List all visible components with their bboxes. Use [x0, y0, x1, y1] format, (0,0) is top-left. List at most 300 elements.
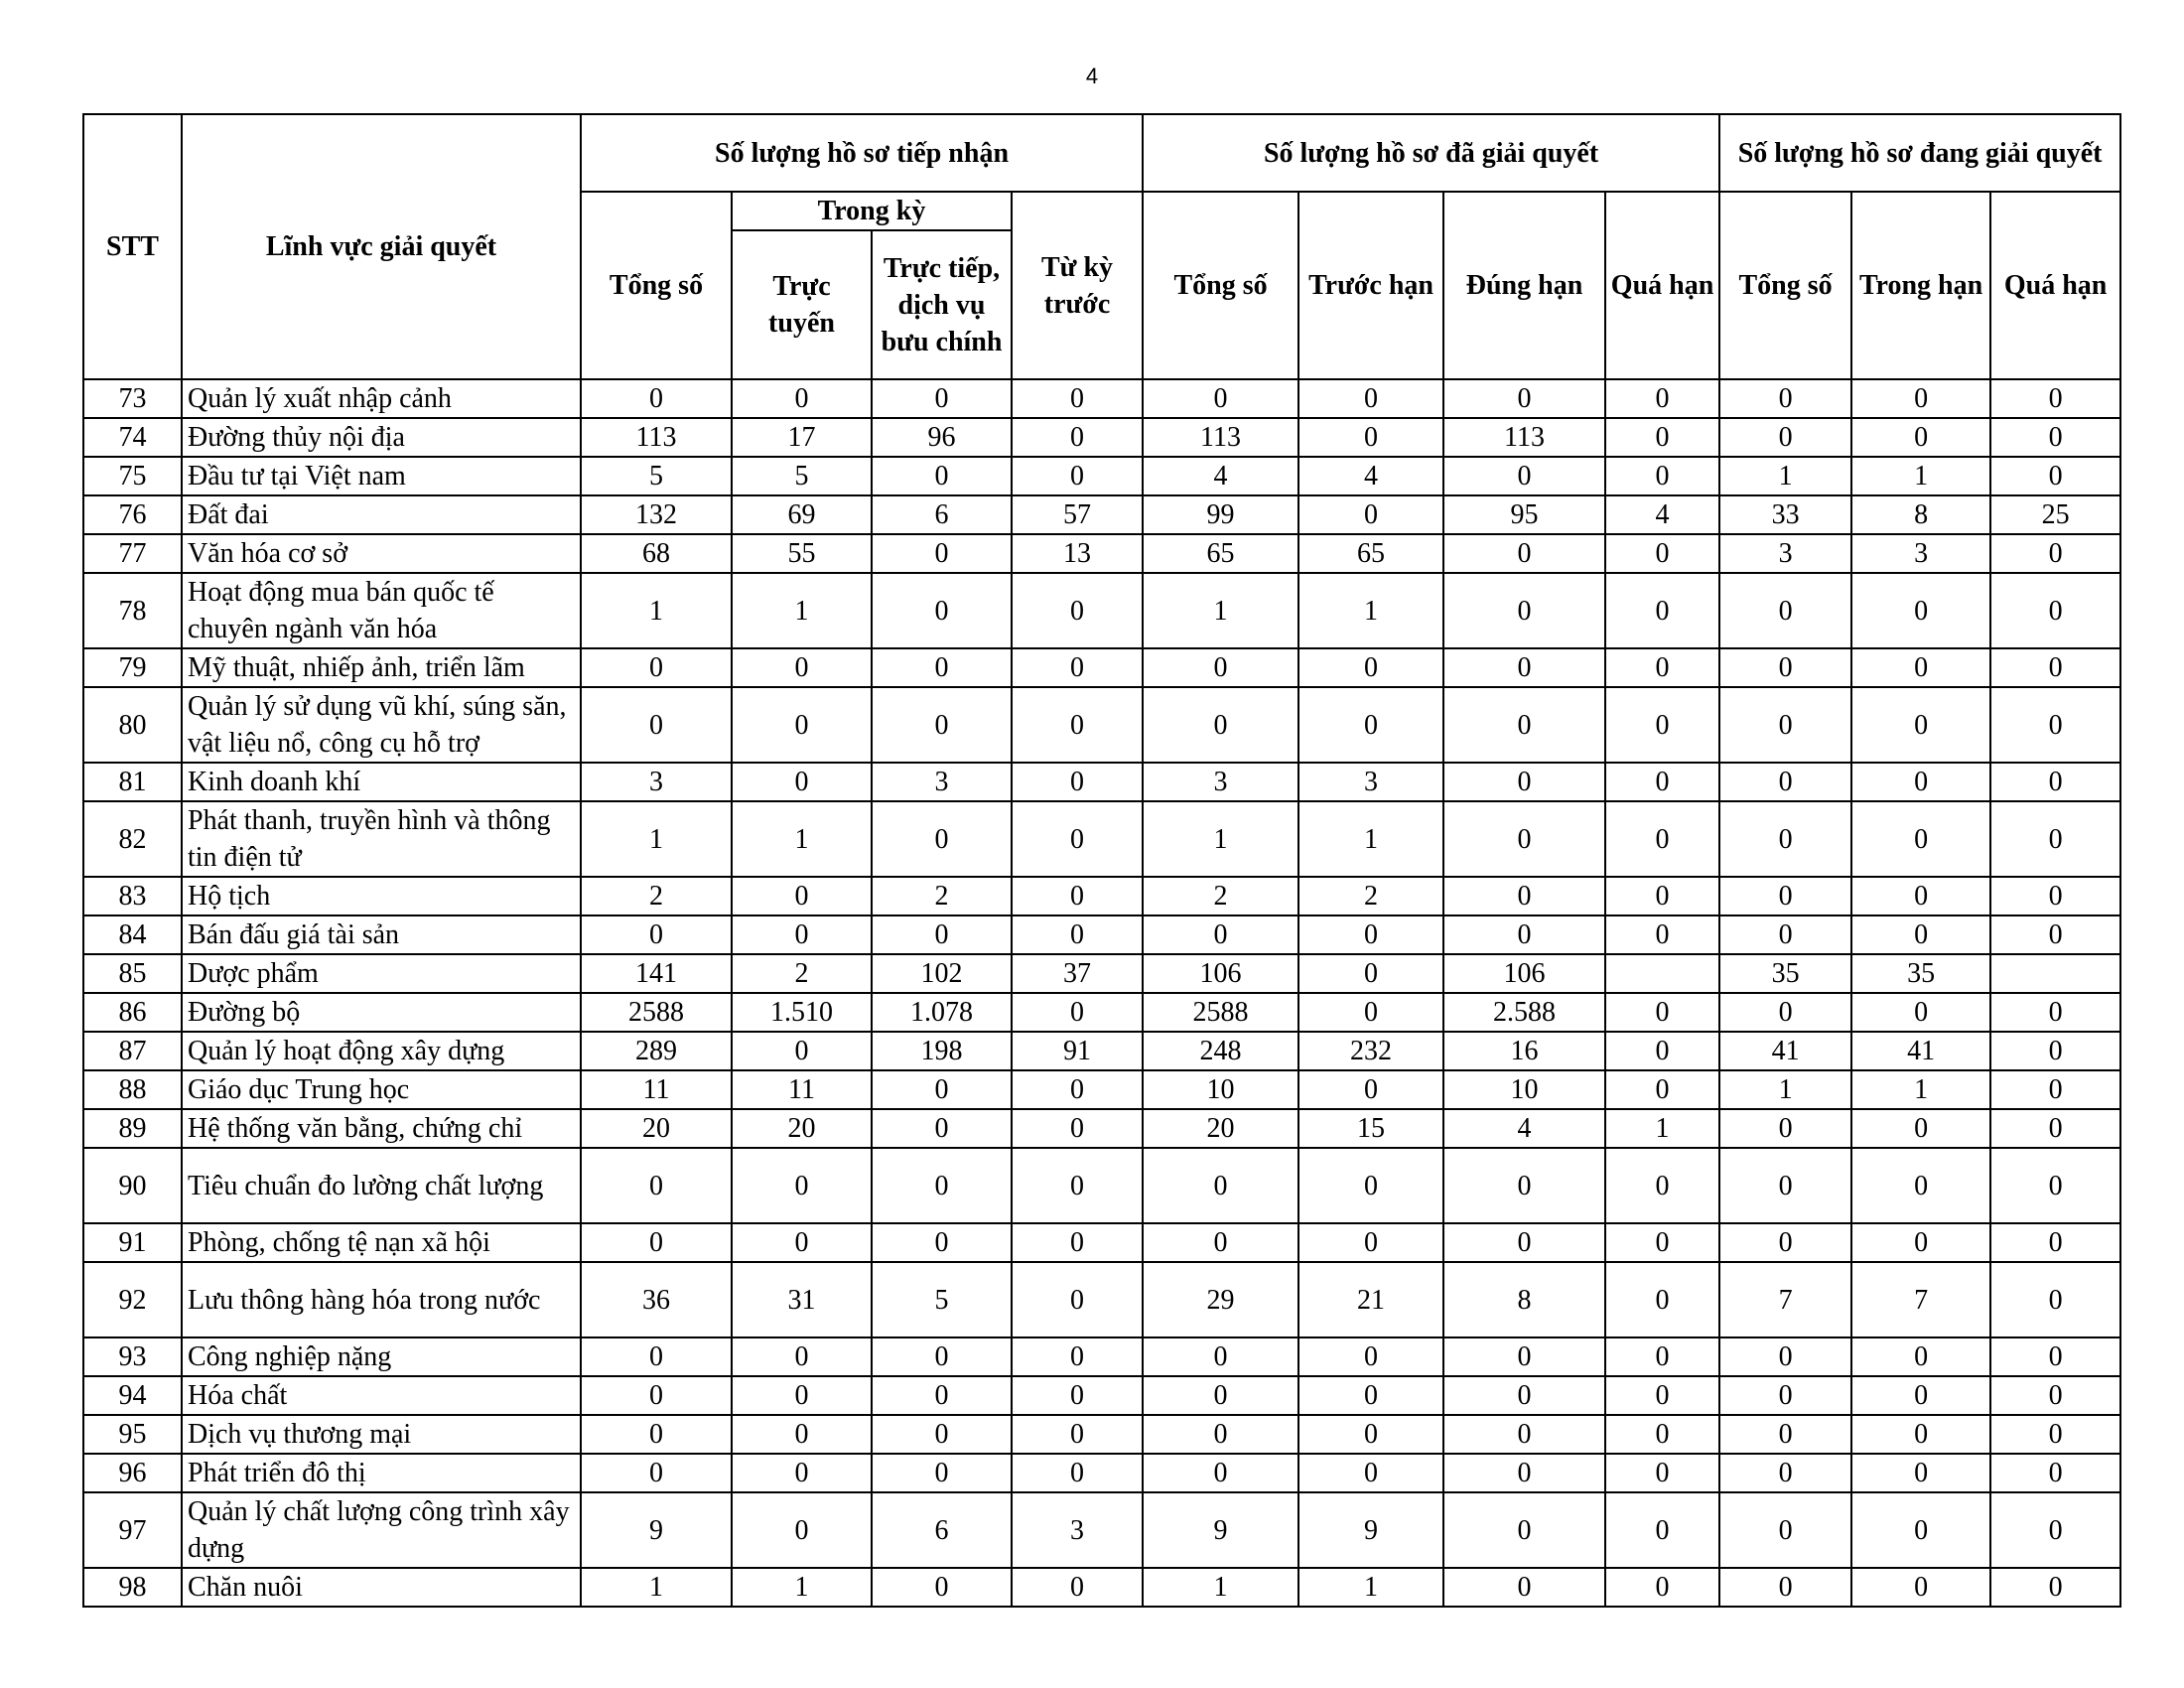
row-value: 0 — [1298, 1070, 1443, 1109]
row-value: 0 — [1719, 1223, 1851, 1262]
header-in-period: Trong kỳ — [732, 192, 1012, 230]
table-row — [83, 1568, 2120, 1607]
page-number: 4 — [1085, 64, 1099, 88]
table-row — [83, 495, 2120, 534]
row-value: 0 — [1143, 1337, 1298, 1376]
row-value: 0 — [1605, 573, 1719, 648]
row-value: 96 — [872, 418, 1012, 457]
row-value: 0 — [1143, 379, 1298, 418]
header-within-deadline: Trong hạn — [1851, 192, 1990, 379]
row-value: 0 — [1443, 801, 1605, 877]
row-value: 0 — [1143, 1223, 1298, 1262]
row-value: 0 — [732, 648, 872, 687]
row-value: 3 — [581, 763, 732, 801]
row-stt: 77 — [83, 534, 182, 573]
row-stt: 80 — [83, 687, 182, 763]
row-value: 7 — [1719, 1262, 1851, 1337]
row-value: 0 — [1719, 573, 1851, 648]
header-pending-overdue: Quá hạn — [1990, 192, 2120, 379]
row-value: 1 — [1298, 1568, 1443, 1607]
header-online: Trực tuyến — [732, 230, 872, 379]
row-value: 0 — [872, 1070, 1012, 1109]
row-value: 0 — [581, 379, 732, 418]
row-value: 0 — [1605, 687, 1719, 763]
row-value: 0 — [1298, 687, 1443, 763]
row-value: 0 — [1443, 1454, 1605, 1492]
row-value: 0 — [1719, 1337, 1851, 1376]
row-value: 65 — [1143, 534, 1298, 573]
row-stt: 87 — [83, 1032, 182, 1070]
row-value: 0 — [1605, 801, 1719, 877]
row-value: 15 — [1298, 1109, 1443, 1148]
row-stt: 73 — [83, 379, 182, 418]
row-stt: 94 — [83, 1376, 182, 1415]
row-value: 0 — [1605, 1070, 1719, 1109]
table-row — [83, 877, 2120, 915]
row-value: 0 — [1851, 1415, 1990, 1454]
row-value: 0 — [1298, 1415, 1443, 1454]
row-value: 0 — [1012, 801, 1143, 877]
row-value: 0 — [1990, 1454, 2120, 1492]
row-value: 0 — [581, 1337, 732, 1376]
row-value: 20 — [1143, 1109, 1298, 1148]
row-field: Công nghiệp nặng — [182, 1337, 581, 1376]
row-value: 0 — [1719, 1568, 1851, 1607]
row-value: 0 — [1719, 1454, 1851, 1492]
row-value: 0 — [872, 534, 1012, 573]
row-value: 0 — [872, 1223, 1012, 1262]
row-value: 25 — [1990, 495, 2120, 534]
row-value: 0 — [732, 763, 872, 801]
row-value: 0 — [581, 1148, 732, 1223]
row-field: Dược phẩm — [182, 954, 581, 993]
row-value: 0 — [1143, 1376, 1298, 1415]
row-value: 0 — [872, 457, 1012, 495]
row-value: 10 — [1443, 1070, 1605, 1109]
row-value: 0 — [1012, 1148, 1143, 1223]
row-value: 95 — [1443, 495, 1605, 534]
row-value: 0 — [1990, 1262, 2120, 1337]
table-row — [83, 457, 2120, 495]
row-value: 0 — [1990, 1223, 2120, 1262]
row-value: 0 — [732, 1492, 872, 1568]
row-value: 0 — [1143, 687, 1298, 763]
row-value: 0 — [1605, 1492, 1719, 1568]
row-value: 20 — [581, 1109, 732, 1148]
row-value: 0 — [732, 1415, 872, 1454]
row-value: 0 — [1851, 1568, 1990, 1607]
row-value: 35 — [1719, 954, 1851, 993]
row-value: 41 — [1851, 1032, 1990, 1070]
row-value: 113 — [1143, 418, 1298, 457]
row-value: 0 — [872, 1376, 1012, 1415]
header-from-previous: Từ kỳ trước — [1012, 192, 1143, 379]
row-value: 0 — [1443, 877, 1605, 915]
row-stt: 86 — [83, 993, 182, 1032]
row-value: 0 — [1990, 915, 2120, 954]
row-value: 6 — [872, 495, 1012, 534]
row-value: 65 — [1298, 534, 1443, 573]
row-value: 91 — [1012, 1032, 1143, 1070]
row-value: 0 — [872, 1109, 1012, 1148]
row-value: 1 — [1298, 573, 1443, 648]
row-value: 0 — [1719, 418, 1851, 457]
row-value: 1 — [1719, 1070, 1851, 1109]
row-value: 0 — [581, 1223, 732, 1262]
row-value: 0 — [1851, 379, 1990, 418]
row-value: 0 — [1990, 1070, 2120, 1109]
row-value: 0 — [1990, 1032, 2120, 1070]
row-value: 5 — [581, 457, 732, 495]
row-stt: 79 — [83, 648, 182, 687]
row-field: Chăn nuôi — [182, 1568, 581, 1607]
row-value: 0 — [1605, 648, 1719, 687]
row-value: 0 — [1443, 1415, 1605, 1454]
row-value: 10 — [1143, 1070, 1298, 1109]
table-row — [83, 1148, 2120, 1223]
row-value: 20 — [732, 1109, 872, 1148]
row-value: 0 — [1851, 1223, 1990, 1262]
row-value: 0 — [1605, 993, 1719, 1032]
header-stt: STT — [83, 114, 182, 379]
row-value — [1990, 954, 2120, 993]
row-field: Dịch vụ thương mại — [182, 1415, 581, 1454]
row-value: 0 — [872, 1337, 1012, 1376]
row-value: 0 — [1605, 457, 1719, 495]
row-stt: 96 — [83, 1454, 182, 1492]
row-field: Đường thủy nội địa — [182, 418, 581, 457]
row-value: 0 — [732, 1376, 872, 1415]
row-value: 289 — [581, 1032, 732, 1070]
row-value: 0 — [1298, 495, 1443, 534]
row-value: 0 — [1719, 648, 1851, 687]
row-field: Quản lý chất lượng công trình xây dựng — [182, 1492, 581, 1568]
row-value: 0 — [1298, 1454, 1443, 1492]
row-value: 0 — [1990, 1148, 2120, 1223]
table-header — [83, 114, 2120, 379]
row-value: 0 — [1143, 1415, 1298, 1454]
row-field: Phát thanh, truyền hình và thông tin điện tử — [182, 801, 581, 877]
row-value: 0 — [1719, 1492, 1851, 1568]
row-value: 0 — [1012, 1337, 1143, 1376]
table-row — [83, 954, 2120, 993]
row-value: 16 — [1443, 1032, 1605, 1070]
row-value: 1 — [732, 1568, 872, 1607]
row-value: 0 — [1605, 915, 1719, 954]
row-value: 0 — [1012, 1415, 1143, 1454]
row-value: 1 — [732, 801, 872, 877]
row-value: 0 — [1443, 457, 1605, 495]
row-value: 0 — [581, 915, 732, 954]
row-value: 0 — [732, 1148, 872, 1223]
row-stt: 74 — [83, 418, 182, 457]
row-value: 0 — [1719, 379, 1851, 418]
row-value: 0 — [1012, 1454, 1143, 1492]
row-value: 0 — [1851, 1492, 1990, 1568]
row-stt: 84 — [83, 915, 182, 954]
row-value: 0 — [1605, 1415, 1719, 1454]
row-value: 0 — [1605, 418, 1719, 457]
row-value: 113 — [1443, 418, 1605, 457]
row-value: 3 — [1012, 1492, 1143, 1568]
row-field: Quản lý sử dụng vũ khí, súng săn, vật liệu nổ, công cụ hỗ trợ — [182, 687, 581, 763]
row-value: 0 — [1990, 877, 2120, 915]
row-field: Phát triển đô thị — [182, 1454, 581, 1492]
row-value — [1605, 954, 1719, 993]
row-value: 0 — [1990, 801, 2120, 877]
row-value: 0 — [1012, 379, 1143, 418]
row-value: 9 — [1143, 1492, 1298, 1568]
row-value: 0 — [1719, 1415, 1851, 1454]
row-value: 248 — [1143, 1032, 1298, 1070]
header-on-time: Đúng hạn — [1443, 192, 1605, 379]
row-value: 102 — [872, 954, 1012, 993]
row-value: 13 — [1012, 534, 1143, 573]
row-value: 4 — [1298, 457, 1443, 495]
row-value: 0 — [872, 1415, 1012, 1454]
row-value: 41 — [1719, 1032, 1851, 1070]
row-value: 0 — [872, 648, 1012, 687]
row-value: 1 — [1143, 1568, 1298, 1607]
row-value: 0 — [872, 379, 1012, 418]
row-field: Bán đấu giá tài sản — [182, 915, 581, 954]
row-value: 0 — [1990, 1568, 2120, 1607]
row-value: 0 — [732, 1454, 872, 1492]
row-field: Hoạt động mua bán quốc tế chuyên ngành văn hóa — [182, 573, 581, 648]
row-value: 0 — [1012, 1262, 1143, 1337]
header-received-group: Số lượng hồ sơ tiếp nhận — [581, 114, 1143, 192]
row-value: 0 — [1012, 1070, 1143, 1109]
row-value: 0 — [1605, 534, 1719, 573]
row-value: 5 — [732, 457, 872, 495]
row-value: 2 — [1298, 877, 1443, 915]
row-value: 0 — [1298, 1148, 1443, 1223]
row-value: 0 — [732, 379, 872, 418]
row-value: 1 — [732, 573, 872, 648]
row-value: 232 — [1298, 1032, 1443, 1070]
table-row — [83, 1109, 2120, 1148]
table-row — [83, 915, 2120, 954]
row-value: 0 — [1443, 1337, 1605, 1376]
row-value: 2.588 — [1443, 993, 1605, 1032]
row-value: 0 — [1298, 993, 1443, 1032]
row-stt: 93 — [83, 1337, 182, 1376]
table-row — [83, 1262, 2120, 1337]
row-value: 0 — [872, 1454, 1012, 1492]
row-field: Tiêu chuẩn đo lường chất lượng — [182, 1148, 581, 1223]
row-value: 0 — [1851, 1148, 1990, 1223]
header-field: Lĩnh vực giải quyết — [182, 114, 581, 379]
row-value: 0 — [1990, 1376, 2120, 1415]
row-value: 0 — [1719, 687, 1851, 763]
row-value: 0 — [1990, 1415, 2120, 1454]
row-value: 0 — [1990, 1492, 2120, 1568]
row-value: 0 — [1719, 993, 1851, 1032]
row-value: 0 — [1719, 1376, 1851, 1415]
row-value: 0 — [1012, 457, 1143, 495]
row-value: 2 — [732, 954, 872, 993]
row-stt: 95 — [83, 1415, 182, 1454]
row-value: 0 — [1443, 648, 1605, 687]
row-stt: 78 — [83, 573, 182, 648]
row-value: 1 — [1143, 573, 1298, 648]
row-value: 99 — [1143, 495, 1298, 534]
row-value: 3 — [1851, 534, 1990, 573]
row-value: 0 — [1719, 763, 1851, 801]
row-field: Văn hóa cơ sở — [182, 534, 581, 573]
row-value: 0 — [1298, 1376, 1443, 1415]
row-field: Đường bộ — [182, 993, 581, 1032]
row-value: 0 — [1851, 418, 1990, 457]
row-value: 0 — [1990, 379, 2120, 418]
row-value: 0 — [872, 1568, 1012, 1607]
table-row — [83, 1070, 2120, 1109]
row-value: 0 — [1990, 1337, 2120, 1376]
row-value: 0 — [1990, 648, 2120, 687]
row-value: 0 — [1605, 877, 1719, 915]
row-field: Hóa chất — [182, 1376, 581, 1415]
row-field: Đất đai — [182, 495, 581, 534]
table-row — [83, 534, 2120, 573]
row-value: 0 — [1012, 877, 1143, 915]
row-value: 0 — [1298, 1223, 1443, 1262]
row-value: 4 — [1443, 1109, 1605, 1148]
row-field: Kinh doanh khí — [182, 763, 581, 801]
row-field: Hộ tịch — [182, 877, 581, 915]
row-value: 0 — [1012, 1109, 1143, 1148]
row-value: 0 — [1298, 418, 1443, 457]
row-value: 7 — [1851, 1262, 1990, 1337]
header-pending-group: Số lượng hồ sơ đang giải quyết — [1719, 114, 2120, 192]
row-value: 0 — [732, 687, 872, 763]
row-value: 0 — [1851, 1109, 1990, 1148]
row-value: 132 — [581, 495, 732, 534]
row-value: 1 — [1143, 801, 1298, 877]
row-value: 0 — [1605, 1262, 1719, 1337]
row-value: 0 — [1143, 648, 1298, 687]
row-field: Hệ thống văn bằng, chứng chỉ — [182, 1109, 581, 1148]
row-value: 0 — [1443, 687, 1605, 763]
row-value: 0 — [1605, 763, 1719, 801]
row-value: 0 — [1851, 763, 1990, 801]
row-value: 9 — [581, 1492, 732, 1568]
row-value: 0 — [732, 877, 872, 915]
row-value: 6 — [872, 1492, 1012, 1568]
row-value: 8 — [1851, 495, 1990, 534]
row-value: 0 — [1990, 457, 2120, 495]
row-value: 0 — [1990, 418, 2120, 457]
row-value: 0 — [1012, 763, 1143, 801]
row-value: 57 — [1012, 495, 1143, 534]
row-value: 0 — [1719, 1148, 1851, 1223]
row-value: 0 — [581, 1376, 732, 1415]
table-row — [83, 1223, 2120, 1262]
row-value: 0 — [1605, 379, 1719, 418]
row-value: 0 — [1851, 993, 1990, 1032]
table-body — [83, 379, 2120, 1607]
row-value: 2 — [1143, 877, 1298, 915]
header-resolved-group: Số lượng hồ sơ đã giải quyết — [1143, 114, 1719, 192]
row-value: 0 — [581, 1454, 732, 1492]
row-value: 0 — [1443, 1376, 1605, 1415]
row-value: 0 — [1719, 915, 1851, 954]
row-stt: 85 — [83, 954, 182, 993]
row-value: 11 — [581, 1070, 732, 1109]
row-value: 0 — [732, 1032, 872, 1070]
row-value: 0 — [1605, 1376, 1719, 1415]
row-value: 8 — [1443, 1262, 1605, 1337]
row-value: 0 — [1443, 915, 1605, 954]
table-row — [83, 1337, 2120, 1376]
row-stt: 83 — [83, 877, 182, 915]
row-value: 3 — [1719, 534, 1851, 573]
row-value: 0 — [1012, 648, 1143, 687]
table-row — [83, 573, 2120, 648]
row-stt: 89 — [83, 1109, 182, 1148]
row-value: 31 — [732, 1262, 872, 1337]
row-value: 21 — [1298, 1262, 1443, 1337]
table-row — [83, 1415, 2120, 1454]
row-stt: 82 — [83, 801, 182, 877]
row-stt: 97 — [83, 1492, 182, 1568]
row-value: 29 — [1143, 1262, 1298, 1337]
row-value: 0 — [872, 915, 1012, 954]
row-value: 0 — [1012, 573, 1143, 648]
row-value: 0 — [1851, 648, 1990, 687]
row-value: 0 — [1443, 1223, 1605, 1262]
row-value: 69 — [732, 495, 872, 534]
row-value: 35 — [1851, 954, 1990, 993]
row-value: 0 — [581, 1415, 732, 1454]
row-value: 0 — [1443, 573, 1605, 648]
row-field: Quản lý hoạt động xây dựng — [182, 1032, 581, 1070]
row-value: 0 — [1605, 1454, 1719, 1492]
table-row — [83, 1454, 2120, 1492]
table-row — [83, 418, 2120, 457]
row-value: 37 — [1012, 954, 1143, 993]
header-direct-postal: Trực tiếp, dịch vụ bưu chính — [872, 230, 1012, 379]
row-value: 0 — [1605, 1223, 1719, 1262]
row-value: 1 — [1851, 1070, 1990, 1109]
table-row — [83, 1032, 2120, 1070]
row-field: Giáo dục Trung học — [182, 1070, 581, 1109]
row-value: 0 — [1851, 1376, 1990, 1415]
row-stt: 98 — [83, 1568, 182, 1607]
row-value: 0 — [1605, 1032, 1719, 1070]
row-value: 1 — [1298, 801, 1443, 877]
row-value: 0 — [732, 1223, 872, 1262]
table-row — [83, 1492, 2120, 1568]
table-row — [83, 379, 2120, 418]
row-value: 0 — [1719, 877, 1851, 915]
row-value: 0 — [872, 801, 1012, 877]
row-value: 5 — [872, 1262, 1012, 1337]
row-value: 2 — [581, 877, 732, 915]
header-pending-total: Tổng số — [1719, 192, 1851, 379]
row-value: 0 — [872, 1148, 1012, 1223]
header-resolved-overdue: Quá hạn — [1605, 192, 1719, 379]
row-value: 0 — [1851, 1337, 1990, 1376]
row-value: 0 — [1298, 1337, 1443, 1376]
row-stt: 76 — [83, 495, 182, 534]
row-value: 0 — [1990, 993, 2120, 1032]
row-value: 0 — [1143, 915, 1298, 954]
row-value: 0 — [1443, 534, 1605, 573]
row-value: 0 — [1851, 1454, 1990, 1492]
row-value: 0 — [1012, 1376, 1143, 1415]
row-value: 11 — [732, 1070, 872, 1109]
row-value: 0 — [1012, 1568, 1143, 1607]
